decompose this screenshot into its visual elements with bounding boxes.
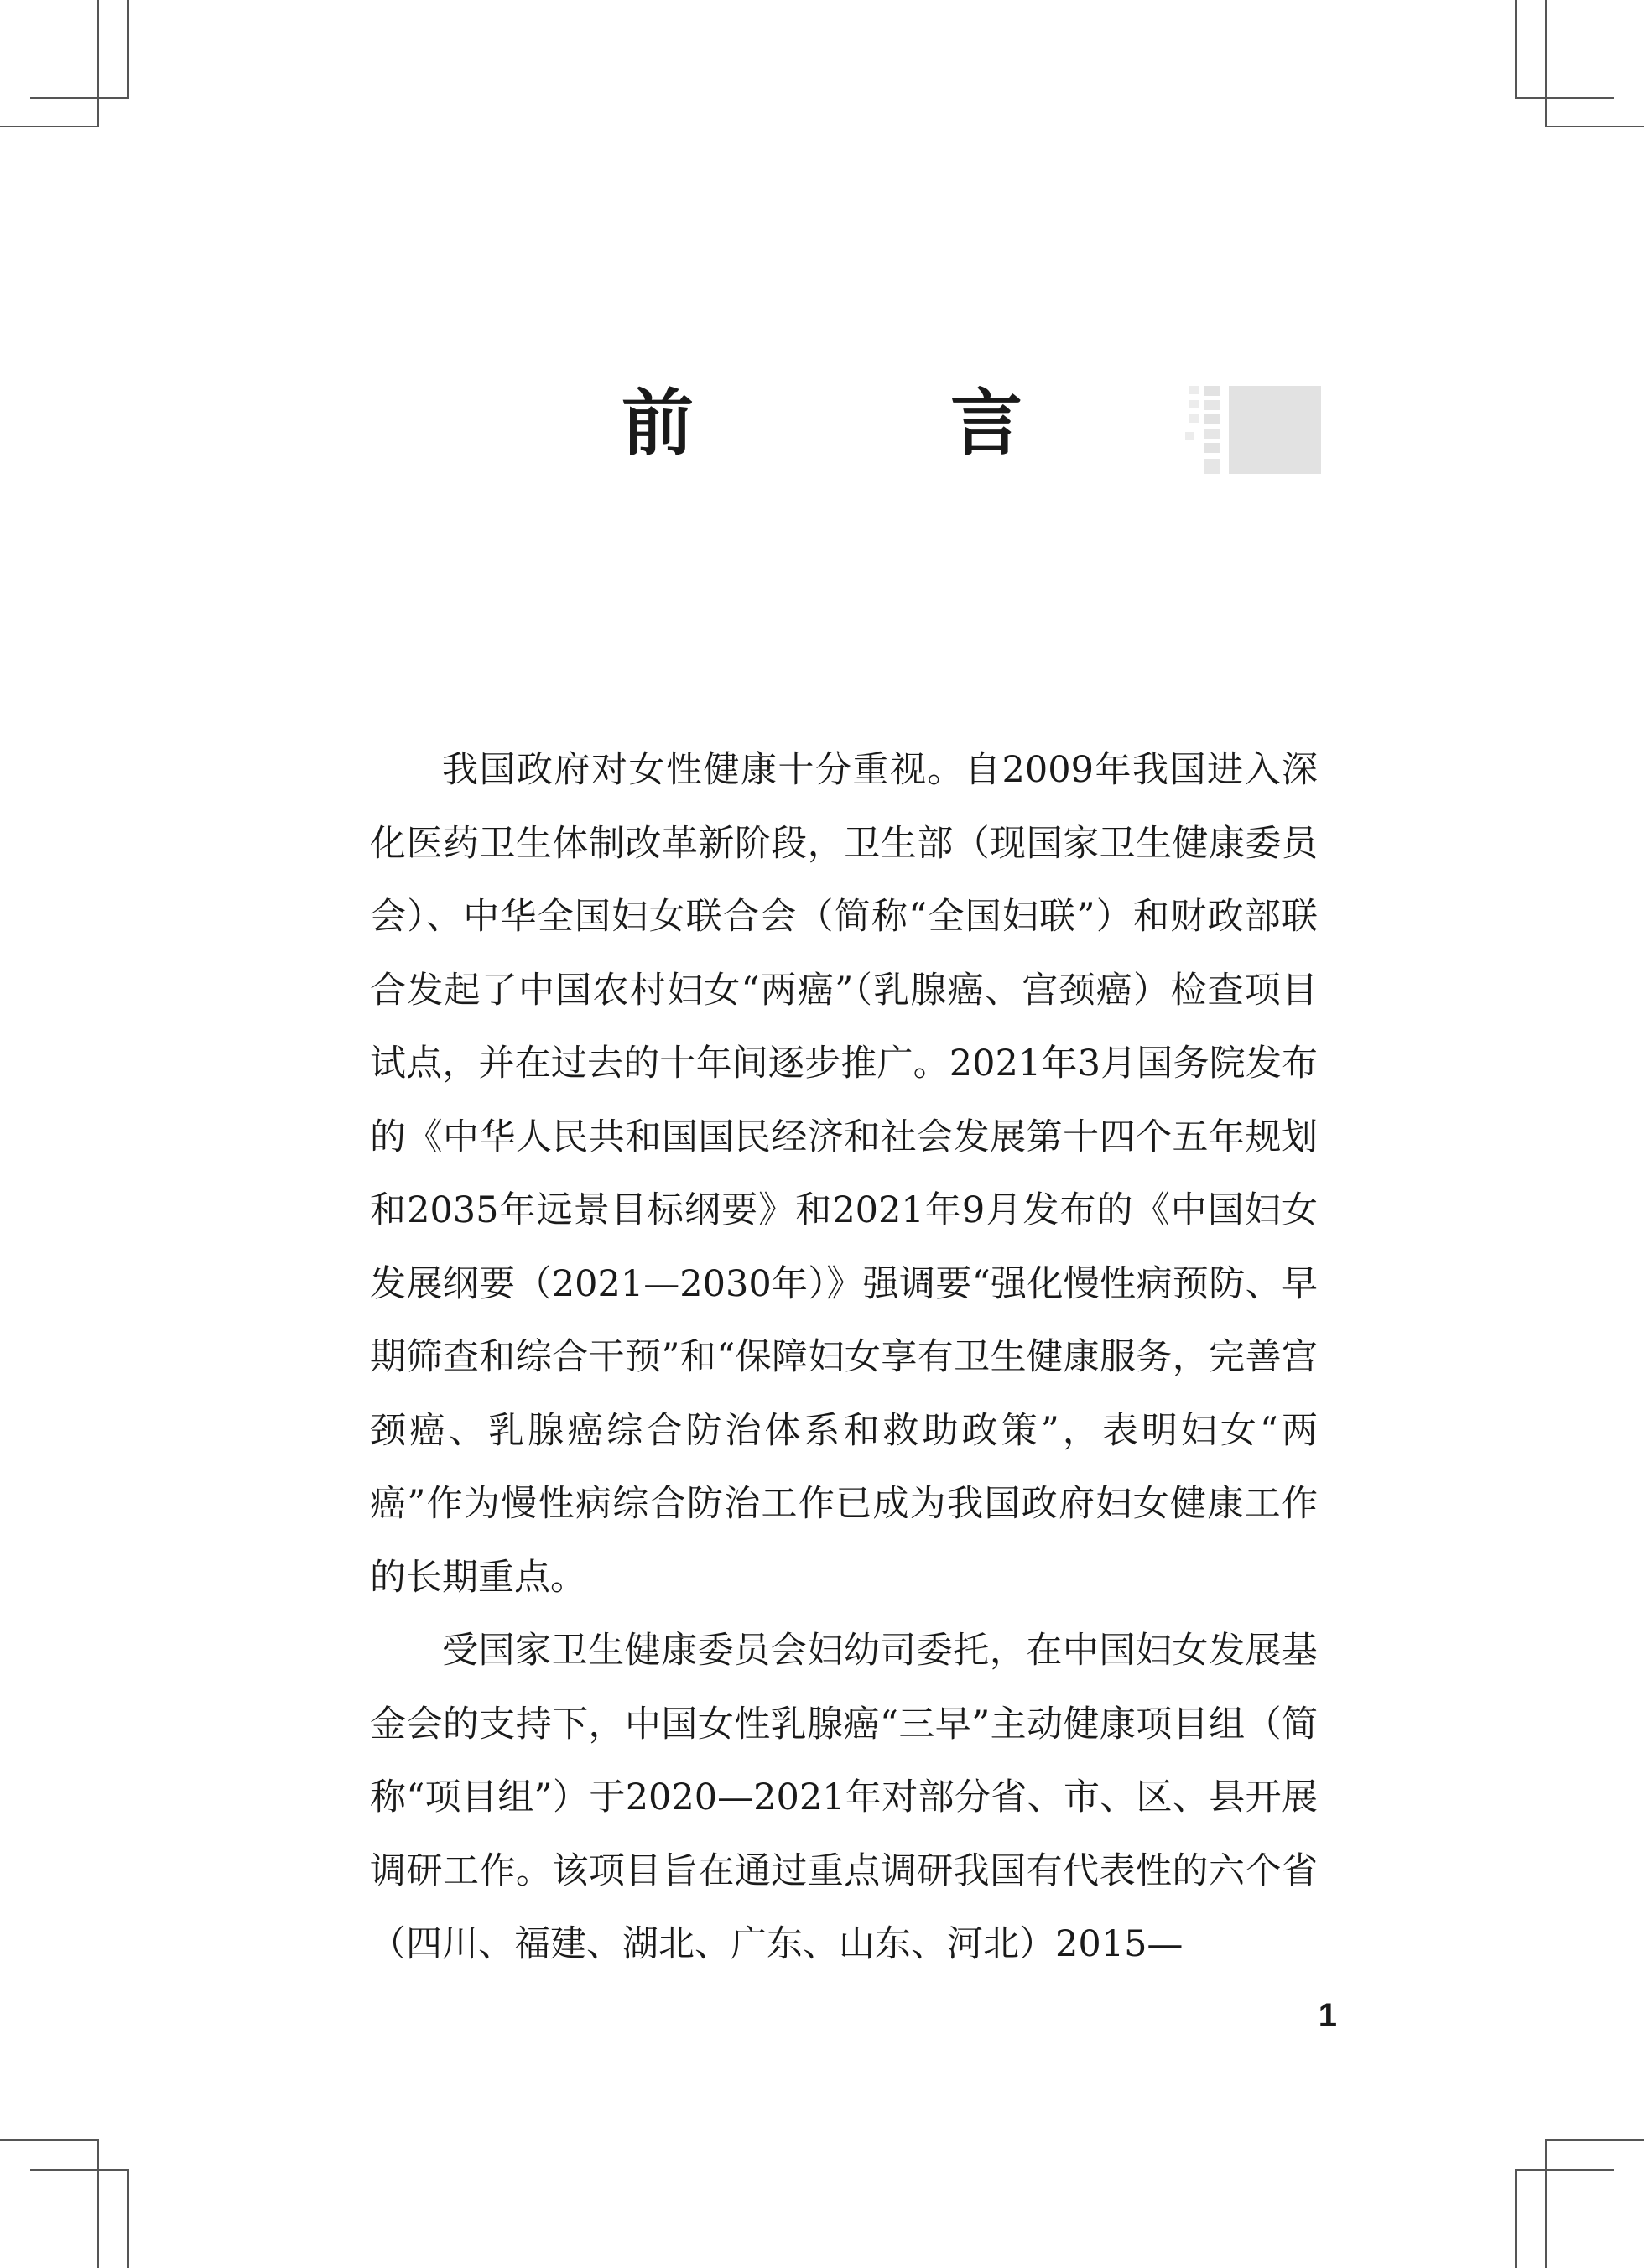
crop-mark-bottom-left-inner-vertical: [127, 2169, 129, 2268]
page-title: 前 言: [622, 381, 1115, 466]
crop-mark-bottom-right-inner-vertical: [1515, 2169, 1517, 2268]
preface-body: [370, 734, 1318, 1982]
crop-mark-top-left-inner-vertical: [127, 0, 129, 99]
crop-mark-top-left-inner-horizontal: [30, 97, 129, 99]
crop-mark-bottom-left-vertical: [97, 2139, 99, 2268]
crop-mark-bottom-left-inner-horizontal: [30, 2169, 129, 2171]
paragraph-1: 我国政府对女性健康十分重视。自2009年我国进入深化医药卫生体制改革新阶段，卫生部（现国家卫生健康委员会）、中华全国妇女联合会（简称“全国妇联”）和财政部联合发起了中国农村妇女“两癌”（乳腺癌、宫颈癌）检查项目试点，并在过去的十年间逐步推广。2021年3月国务院发布的《中华人民共和国国民经济和社会发展第十四个五年规划和2035年远景目标纲要》和2021年9月发布的《中国妇女发展纲要（2021—2030年）》强调要“强化慢性病预防、早期筛查和综合干预”和“保障妇女享有卫生健康服务，完善宫颈癌、乳腺癌综合防治体系和救助政策”，表明妇女“两癌”作为慢性病综合防治工作已成为我国政府妇女健康工作的长期重点。: [370, 749, 1318, 1599]
crop-mark-top-right-inner-horizontal: [1515, 97, 1614, 99]
crop-mark-top-right-vertical: [1545, 0, 1547, 127]
crop-mark-bottom-right-vertical: [1545, 2139, 1547, 2268]
crop-mark-bottom-left-horizontal: [0, 2139, 97, 2141]
title-decoration: [1178, 382, 1321, 474]
crop-mark-top-left-vertical: [97, 0, 99, 127]
page-number: 1: [1318, 1997, 1337, 2034]
crop-mark-top-left-horizontal: [0, 126, 97, 127]
crop-mark-top-right-inner-vertical: [1515, 0, 1517, 99]
paragraph-2: 受国家卫生健康委员会妇幼司委托，在中国妇女发展基金会的支持下，中国女性乳腺癌“三早”主动健康项目组（简称“项目组”）于2020—2021年对部分省、市、区、县开展调研工作。该项目旨在通过重点调研我国有代表性的六个省（四川、福建、湖北、广东、山东、河北）2015—: [370, 1630, 1318, 1965]
crop-mark-top-right-horizontal: [1545, 126, 1644, 127]
crop-mark-bottom-right-inner-horizontal: [1515, 2169, 1614, 2171]
crop-mark-bottom-right-horizontal: [1545, 2139, 1644, 2141]
